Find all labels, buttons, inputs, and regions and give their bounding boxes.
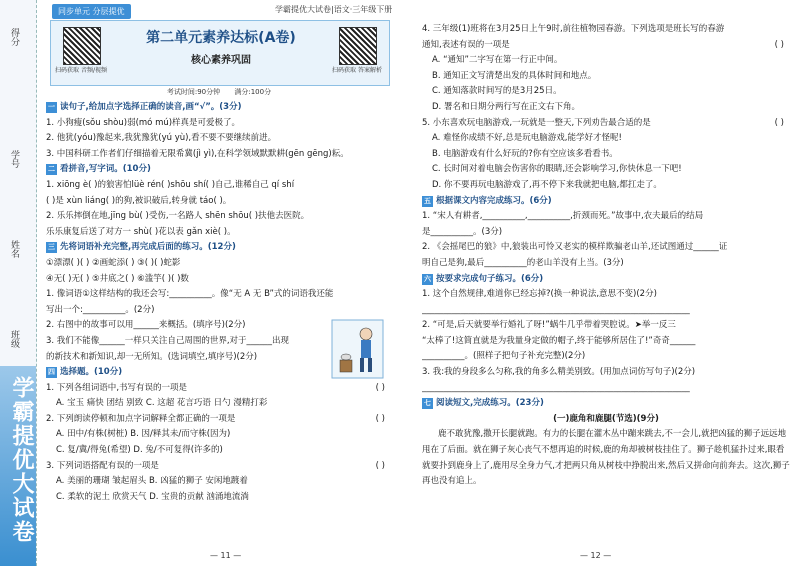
qr-code-left[interactable] [63, 27, 101, 65]
section-number: 七 [424, 399, 431, 408]
line-text: B. 电脑游戏有什么好玩的?你有空应该多看看书。 [432, 148, 618, 159]
page-number-left: — 11 — [210, 551, 242, 560]
section-heading [46, 162, 391, 178]
gutter-label-name: 姓名 [9, 240, 19, 258]
line-text: ①漂漂( )( ) ②画蛇添( ) ③( )( )蛇影 [46, 257, 181, 268]
question-line [422, 38, 790, 54]
line-text: 4. 三年级(1)班将在3月25日上午9时,前往植物园春游。下列选项是班长写的春游 [422, 24, 725, 34]
line-text: 2. 下列朗读停顿和加点字词解释全都正确的一项是 [46, 413, 236, 424]
gutter-label-score: 得分 [9, 28, 19, 46]
question-line [46, 381, 391, 397]
line-text: C. 长时间对着电脑会伤害你的眼睛,还会影响学习,你快休息一下吧! [432, 164, 682, 175]
line-text: 3. 下列词语搭配有误的一项是 [46, 460, 159, 471]
question-line [46, 256, 391, 272]
line-text: __________。(照样子把句子补充完整)(2分) [422, 351, 586, 362]
answer-option [46, 443, 391, 459]
line-text: A. “通知”二字写在第一行正中间。 [432, 55, 563, 66]
question-line [46, 225, 391, 241]
section-heading [422, 396, 790, 412]
line-text: 3. 中国科研工作者们仔细描着无限希冀(jì yì),在科学领域默默耕(gēn gēng)耘。 [46, 148, 349, 159]
page-subtitle: 核心素养巩固 [191, 55, 251, 66]
question-line [422, 116, 790, 132]
line-text: ( )是 xùn liáng( )的狗,被识破后,转身就 táo( )。 [46, 195, 232, 206]
section-title: 阅读短文,完成练习。(23分) [436, 398, 544, 409]
answer-option [422, 147, 790, 163]
question-line [422, 240, 790, 256]
qr-code-right[interactable] [339, 27, 377, 65]
line-text: 5. 小东喜欢玩电脑游戏,一玩就是一整天,下列劝告最合适的是 [422, 117, 651, 128]
line-text: 的新技术和新知识,却一无所知。(选词填空,填序号)(2分) [46, 351, 258, 362]
line-text: 2. 《会摇尾巴的狼》中,狼装出可怜又老实的模样欺骗老山羊,还试图通过______证 [422, 242, 728, 253]
section-number: 五 [424, 196, 431, 205]
question-line [422, 225, 790, 241]
question-line [422, 303, 790, 319]
section-number: 三 [48, 243, 55, 252]
line-text: 1. 这个自然规律,难道你已经忘掉?(换一种说法,意思不变)(2分) [422, 289, 657, 300]
line-text: A. 美丽的珊瑚 皱起眉头 B. 凶猛的狮子 安闲地踱着 [56, 476, 248, 487]
answer-option [422, 69, 790, 85]
line-text: 通知,表述有误的一项是 [422, 39, 510, 50]
line-text: B. 通知正文写清楚出发的具体时间和地点。 [432, 70, 597, 81]
binding-gutter [0, 0, 37, 566]
line-text: 1. 下列各组词语中,书写有误的一项是 [46, 382, 188, 393]
reading-passage [422, 427, 790, 489]
line-text: 1. 小狗瘦(sǒu shòu)弱(mó mú)样真是可爱极了。 [46, 117, 241, 128]
question-line [422, 381, 790, 397]
left-page [0, 0, 398, 566]
line-text: (一)鹿角和鹿腿(节选)(9分) [553, 413, 659, 424]
line-text: 3. 我:我的身段多么匀称,我的角多么精美别致。(用加点词仿写句子)(2分) [422, 367, 696, 378]
section-title: 读句子,给加点字选择正确的读音,画“√”。(3分) [60, 102, 242, 112]
section-title: 看拼音,写字词。(10分) [60, 164, 151, 175]
section-number: 六 [424, 274, 431, 283]
qr-caption-left: 扫码获取 音频/视频 [55, 67, 107, 74]
rabbit-stump-illustration [330, 318, 385, 380]
section-title: 根据课文内容完成练习。(6分) [436, 195, 552, 206]
right-content [422, 22, 790, 490]
gutter-label-class: 班级 [9, 330, 19, 348]
answer-option [422, 84, 790, 100]
line-text: “太棒了!这简直就是为我量身定做的帽子,终于能够所居住了!”奇奇______ [422, 335, 696, 346]
line-text: 鹿不敢犹豫,撒开长腿就跑。有力的长腿在灌木丛中蹦来跳去,不一会儿,就把凶猛的狮子远远地甩在了后面。就在狮子灰心丧气不想再追的时候,鹿的角却被树枝挂住了。狮子趁机猛扑过来,眼看就要扑到鹿身上了,鹿用尽全身力气,才把两只角从树枝中挣脱出来,然后又拼命向前奔去。这次,狮子再也没有追上。 [422, 429, 790, 487]
line-text: 写出一个:__________。(2分) [46, 304, 155, 315]
line-text: A. 宝玉 痛快 团结 别致 C. 这超 花言巧语 日勺 漫精打彩 [56, 398, 268, 409]
question-line [422, 287, 790, 303]
section-heading [422, 194, 790, 210]
line-text: 1. 像词语①这样结构的我还会写:__________。像“无 A 无 B”式的词语我还能 [46, 289, 334, 300]
exam-meta [50, 87, 388, 97]
brand-text: 学霸提优大试卷 [9, 376, 34, 544]
answer-blank[interactable]: ( ) [774, 39, 784, 50]
line-text: 1. “宋人有耕者,__________,__________,折颈而死。”故事中,农夫最后的结局 [422, 211, 704, 222]
question-line [422, 365, 790, 381]
question-line [422, 22, 790, 38]
question-line [422, 412, 790, 428]
question-line [422, 334, 790, 350]
line-text: 2. 乐乐摔倒在地,jīng bù( )受伤,一名路人 shēn shōu( )扶他去医院。 [46, 211, 310, 222]
answer-blank[interactable]: ( ) [375, 413, 385, 424]
line-text: C. 柔软的泥土 欣赏天气 D. 宝贵的贡献 汹涌地流淌 [56, 491, 249, 502]
answer-blank[interactable]: ( ) [375, 460, 385, 471]
page-number-right: — 12 — [580, 551, 612, 560]
line-text: D. 署名和日期分两行写在正文右下角。 [432, 101, 580, 112]
line-text: C. 复/冀/得兔(希望) D. 兔/不可复得(许多的) [56, 445, 223, 456]
line-text: _______________________________________________________________ [422, 382, 690, 393]
section-heading [422, 272, 790, 288]
brand-band [0, 366, 36, 566]
question-line [422, 256, 790, 272]
answer-option [46, 427, 391, 443]
question-line [46, 459, 391, 475]
left-content [46, 100, 391, 505]
question-line [46, 131, 391, 147]
unit-tag: 同步单元 分层提优 [52, 4, 131, 19]
section-number: 二 [48, 165, 55, 174]
section-title: 选择题。(10分) [60, 367, 123, 378]
line-text: 2. “可是,后天就要举行婚礼了呀!”蜗牛几乎带着哭腔说。➤举一反三 [422, 320, 676, 331]
question-line [46, 209, 391, 225]
question-line [46, 178, 391, 194]
answer-option [422, 53, 790, 69]
question-line [46, 272, 391, 288]
line-text: 2. 右图中的故事可以用______来概括。(填序号)(2分) [46, 320, 246, 331]
qr-caption-right: 扫码获取 答案解析 [332, 67, 382, 74]
section-title: 按要求完成句子练习。(6分) [436, 273, 544, 284]
line-text: A. 田中/有株(树桩) B. 因/释其未/而守株(因为) [56, 429, 231, 440]
question-line [46, 116, 391, 132]
line-text: 2. 他犹(yóu)豫起来,我犹豫犹(yú yù),看不要不要继续前进。 [46, 133, 277, 144]
line-text: 3. 我们不能像______一样只关注自己周围的世界,对于______出现 [46, 335, 290, 346]
line-text: 1. xiōng è( )的狼害怕lüè rén( )shōu shí( )自己,谁稀自己 qí shí [46, 179, 295, 190]
line-text: C. 通知落款时间写的是3月25日。 [432, 86, 562, 97]
answer-option [422, 100, 790, 116]
page-title: 第二单元素养达标(A卷) [146, 30, 296, 46]
answer-blank[interactable]: ( ) [774, 117, 784, 128]
answer-option [46, 490, 391, 506]
question-line [46, 303, 391, 319]
exam-score: 满分:100分 [234, 88, 272, 96]
section-number: 四 [48, 368, 55, 377]
exam-time: 考试时间:90分钟 [166, 88, 221, 96]
question-line [422, 209, 790, 225]
question-line [422, 349, 790, 365]
line-text: 明自己是狗,最后__________的老山羊没有上当。(3分) [422, 257, 624, 268]
section-heading [46, 100, 391, 116]
question-line [46, 287, 391, 303]
gutter-label-id: 学号 [9, 150, 19, 168]
answer-option [46, 396, 391, 412]
right-page [400, 0, 800, 566]
question-line [422, 318, 790, 334]
section-heading [46, 240, 391, 256]
line-text: _______________________________________________________________ [422, 304, 690, 315]
answer-blank[interactable]: ( ) [375, 382, 385, 393]
section-title: 先将词语补充完整,再完成后面的练习。(12分) [60, 242, 236, 253]
question-line [46, 147, 391, 163]
answer-option [46, 474, 391, 490]
line-text: 乐乐康复后送了对方一 shù( )花以表 gǎn xiè( )。 [46, 226, 236, 237]
section-number: 一 [48, 103, 55, 111]
answer-option [422, 162, 790, 178]
answer-option [422, 131, 790, 147]
series-header: 学霸提优大试卷|语文·三年级下册 [275, 5, 393, 14]
title-banner [50, 20, 390, 86]
line-text: A. 难怪你成绩不好,总是玩电脑游戏,能学好才怪呢! [432, 133, 622, 144]
question-line [46, 194, 391, 210]
line-text: ④无( )无( ) ⑤井底之( ) ⑥滥竽( )( )数 [46, 273, 189, 284]
question-line [46, 412, 391, 428]
line-text: D. 你不要再玩电脑游戏了,再不停下来我就把电脑,都扛走了。 [432, 179, 662, 190]
line-text: 是__________。(3分) [422, 226, 503, 237]
answer-option [422, 178, 790, 194]
